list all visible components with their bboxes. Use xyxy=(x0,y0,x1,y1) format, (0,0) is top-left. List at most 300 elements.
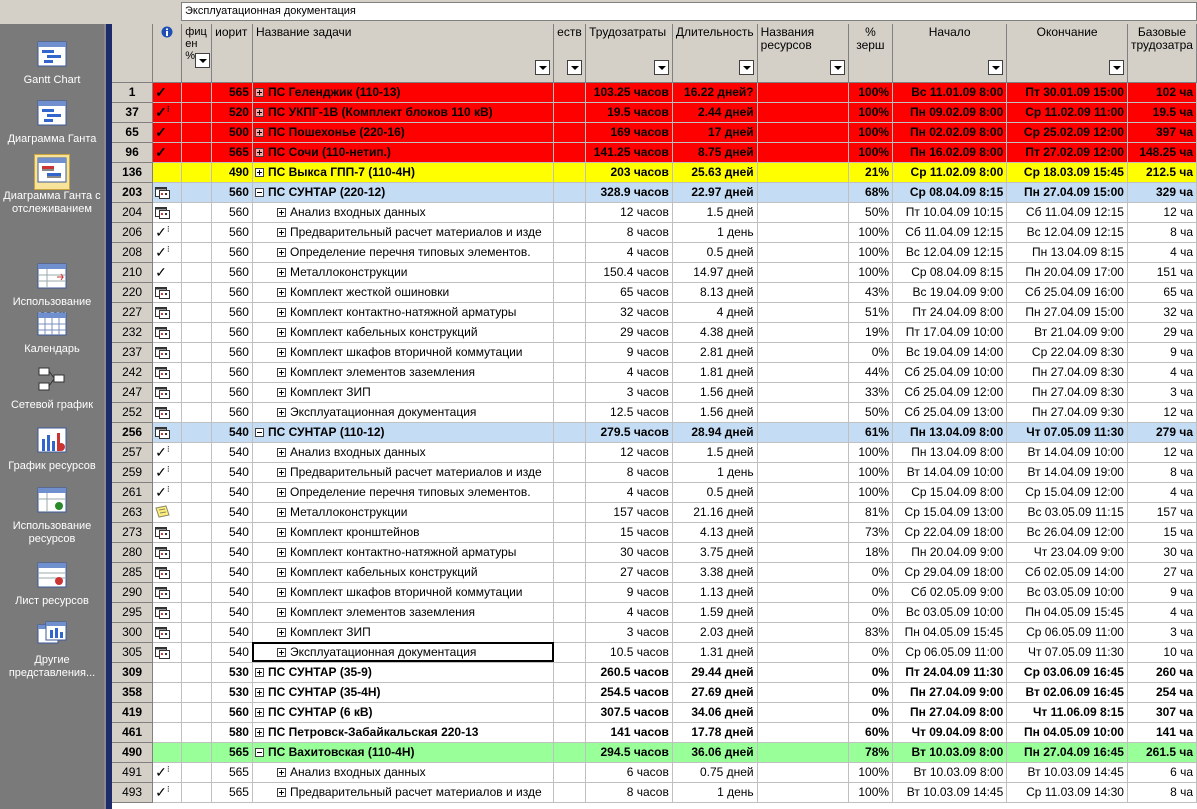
duration-cell[interactable]: 1.13 дней xyxy=(672,582,757,602)
start-cell[interactable]: Пн 13.04.09 8:00 xyxy=(893,442,1007,462)
duration-cell[interactable]: 0.5 дней xyxy=(672,482,757,502)
row-id[interactable]: 65 xyxy=(112,122,153,142)
row-id[interactable]: 259 xyxy=(112,462,153,482)
work-cell[interactable]: 27 часов xyxy=(586,562,673,582)
expand-icon[interactable] xyxy=(277,288,286,297)
expand-icon[interactable] xyxy=(255,88,264,97)
expand-icon[interactable] xyxy=(255,728,264,737)
finish-cell[interactable]: Ср 25.02.09 12:00 xyxy=(1007,122,1128,142)
work-cell[interactable]: 65 часов xyxy=(586,282,673,302)
task-row[interactable] xyxy=(112,202,1197,222)
finish-cell[interactable]: Вт 02.06.09 16:45 xyxy=(1007,682,1128,702)
percent-cell[interactable]: 81% xyxy=(848,502,892,522)
row-id[interactable]: 227 xyxy=(112,302,153,322)
task-row[interactable] xyxy=(112,402,1197,422)
start-cell[interactable]: Пн 13.04.09 8:00 xyxy=(893,422,1007,442)
finish-cell[interactable]: Ср 11.03.09 14:30 xyxy=(1007,782,1128,802)
column-header-name[interactable]: Название задачи xyxy=(252,24,553,82)
duration-cell[interactable]: 2.44 дней xyxy=(672,102,757,122)
start-cell[interactable]: Ср 29.04.09 18:00 xyxy=(893,562,1007,582)
resources-cell[interactable] xyxy=(757,122,848,142)
row-id[interactable]: 220 xyxy=(112,282,153,302)
view-item[interactable] xyxy=(0,618,104,680)
column-dropdown-icon[interactable] xyxy=(567,60,582,75)
percent-cell[interactable]: 43% xyxy=(848,282,892,302)
start-cell[interactable]: Ср 06.05.09 11:00 xyxy=(893,642,1007,662)
task-row[interactable] xyxy=(112,362,1197,382)
task-row[interactable] xyxy=(112,702,1197,722)
task-name-cell[interactable] xyxy=(252,342,553,362)
task-name-cell[interactable] xyxy=(252,482,553,502)
resources-cell[interactable] xyxy=(757,562,848,582)
row-id[interactable]: 203 xyxy=(112,182,153,202)
duration-cell[interactable]: 4 дней xyxy=(672,302,757,322)
task-name-cell[interactable] xyxy=(252,242,553,262)
percent-cell[interactable]: 0% xyxy=(848,342,892,362)
resources-cell[interactable] xyxy=(757,302,848,322)
column-dropdown-icon[interactable] xyxy=(1109,60,1124,75)
baseline-work-cell[interactable]: 260 ча xyxy=(1127,662,1196,682)
task-name-cell[interactable] xyxy=(252,102,553,122)
work-cell[interactable]: 10.5 часов xyxy=(586,642,673,662)
resources-cell[interactable] xyxy=(757,462,848,482)
finish-cell[interactable]: Пн 20.04.09 17:00 xyxy=(1007,262,1128,282)
finish-cell[interactable]: Вс 26.04.09 12:00 xyxy=(1007,522,1128,542)
finish-cell[interactable]: Вс 12.04.09 12:15 xyxy=(1007,222,1128,242)
view-item[interactable] xyxy=(0,38,104,87)
duration-cell[interactable]: 34.06 дней xyxy=(672,702,757,722)
work-cell[interactable]: 8 часов xyxy=(586,782,673,802)
row-id[interactable]: 300 xyxy=(112,622,153,642)
work-cell[interactable]: 12 часов xyxy=(586,202,673,222)
percent-cell[interactable]: 100% xyxy=(848,142,892,162)
start-cell[interactable]: Ср 11.02.09 8:00 xyxy=(893,162,1007,182)
row-id[interactable]: 257 xyxy=(112,442,153,462)
expand-icon[interactable] xyxy=(255,688,264,697)
collapse-icon[interactable] xyxy=(255,428,264,437)
expand-icon[interactable] xyxy=(255,108,264,117)
start-cell[interactable]: Вт 10.03.09 14:45 xyxy=(893,782,1007,802)
expand-icon[interactable] xyxy=(277,408,286,417)
work-cell[interactable]: 6 часов xyxy=(586,762,673,782)
task-name-cell[interactable] xyxy=(252,402,553,422)
baseline-work-cell[interactable]: 151 ча xyxy=(1127,262,1196,282)
duration-cell[interactable]: 25.63 дней xyxy=(672,162,757,182)
expand-icon[interactable] xyxy=(277,348,286,357)
finish-cell[interactable]: Ср 18.03.09 15:45 xyxy=(1007,162,1128,182)
start-cell[interactable]: Вт 14.04.09 10:00 xyxy=(893,462,1007,482)
expand-icon[interactable] xyxy=(277,768,286,777)
baseline-work-cell[interactable]: 8 ча xyxy=(1127,782,1196,802)
task-row[interactable] xyxy=(112,782,1197,802)
row-id[interactable]: 491 xyxy=(112,762,153,782)
column-header-finish[interactable]: Окончание xyxy=(1007,24,1128,82)
baseline-work-cell[interactable]: 29 ча xyxy=(1127,322,1196,342)
duration-cell[interactable]: 8.75 дней xyxy=(672,142,757,162)
row-id[interactable]: 96 xyxy=(112,142,153,162)
finish-cell[interactable]: Ср 15.04.09 12:00 xyxy=(1007,482,1128,502)
finish-cell[interactable]: Ср 03.06.09 16:45 xyxy=(1007,662,1128,682)
view-item[interactable] xyxy=(0,154,104,216)
task-row[interactable] xyxy=(112,262,1197,282)
percent-cell[interactable]: 19% xyxy=(848,322,892,342)
column-dropdown-icon[interactable] xyxy=(535,60,550,75)
start-cell[interactable]: Пт 10.04.09 10:15 xyxy=(893,202,1007,222)
finish-cell[interactable]: Пн 27.04.09 8:30 xyxy=(1007,362,1128,382)
resources-cell[interactable] xyxy=(757,442,848,462)
finish-cell[interactable]: Пн 27.04.09 16:45 xyxy=(1007,742,1128,762)
percent-cell[interactable]: 100% xyxy=(848,82,892,102)
task-name-cell[interactable] xyxy=(252,262,553,282)
baseline-work-cell[interactable]: 12 ча xyxy=(1127,202,1196,222)
percent-cell[interactable]: 0% xyxy=(848,662,892,682)
percent-cell[interactable]: 100% xyxy=(848,762,892,782)
column-dropdown-icon[interactable] xyxy=(988,60,1003,75)
baseline-work-cell[interactable]: 19.5 ча xyxy=(1127,102,1196,122)
task-row[interactable] xyxy=(112,322,1197,342)
work-cell[interactable]: 8 часов xyxy=(586,462,673,482)
work-cell[interactable]: 141 часов xyxy=(586,722,673,742)
baseline-work-cell[interactable]: 212.5 ча xyxy=(1127,162,1196,182)
duration-cell[interactable]: 1 день xyxy=(672,782,757,802)
task-row[interactable] xyxy=(112,722,1197,742)
resources-cell[interactable] xyxy=(757,242,848,262)
finish-cell[interactable]: Пн 04.05.09 10:00 xyxy=(1007,722,1128,742)
task-name-cell[interactable] xyxy=(252,762,553,782)
expand-icon[interactable] xyxy=(255,708,264,717)
percent-cell[interactable]: 0% xyxy=(848,702,892,722)
task-row[interactable] xyxy=(112,762,1197,782)
row-id[interactable]: 252 xyxy=(112,402,153,422)
task-row[interactable] xyxy=(112,442,1197,462)
resources-cell[interactable] xyxy=(757,342,848,362)
percent-cell[interactable]: 51% xyxy=(848,302,892,322)
baseline-work-cell[interactable]: 141 ча xyxy=(1127,722,1196,742)
task-row[interactable] xyxy=(112,482,1197,502)
row-id[interactable]: 247 xyxy=(112,382,153,402)
view-item[interactable] xyxy=(0,363,104,412)
start-cell[interactable]: Ср 15.04.09 13:00 xyxy=(893,502,1007,522)
task-name-cell[interactable] xyxy=(252,502,553,522)
row-id[interactable]: 295 xyxy=(112,602,153,622)
work-cell[interactable]: 150.4 часов xyxy=(586,262,673,282)
row-id[interactable]: 358 xyxy=(112,682,153,702)
finish-cell[interactable]: Пн 27.04.09 15:00 xyxy=(1007,302,1128,322)
baseline-work-cell[interactable]: 15 ча xyxy=(1127,522,1196,542)
finish-cell[interactable]: Пн 27.04.09 8:30 xyxy=(1007,382,1128,402)
resources-cell[interactable] xyxy=(757,182,848,202)
work-cell[interactable]: 4 часов xyxy=(586,602,673,622)
work-cell[interactable]: 141.25 часов xyxy=(586,142,673,162)
percent-cell[interactable]: 83% xyxy=(848,622,892,642)
resources-cell[interactable] xyxy=(757,542,848,562)
finish-cell[interactable]: Чт 07.05.09 11:30 xyxy=(1007,422,1128,442)
view-item[interactable] xyxy=(0,97,104,146)
percent-cell[interactable]: 68% xyxy=(848,182,892,202)
start-cell[interactable]: Сб 25.04.09 13:00 xyxy=(893,402,1007,422)
percent-cell[interactable]: 100% xyxy=(848,122,892,142)
work-cell[interactable]: 203 часов xyxy=(586,162,673,182)
percent-cell[interactable]: 0% xyxy=(848,582,892,602)
expand-icon[interactable] xyxy=(277,328,286,337)
duration-cell[interactable]: 27.69 дней xyxy=(672,682,757,702)
expand-icon[interactable] xyxy=(255,168,264,177)
work-cell[interactable]: 4 часов xyxy=(586,362,673,382)
row-id[interactable]: 261 xyxy=(112,482,153,502)
finish-cell[interactable]: Чт 11.06.09 8:15 xyxy=(1007,702,1128,722)
expand-icon[interactable] xyxy=(277,548,286,557)
duration-cell[interactable]: 36.06 дней xyxy=(672,742,757,762)
duration-cell[interactable]: 1.56 дней xyxy=(672,402,757,422)
expand-icon[interactable] xyxy=(277,248,286,257)
task-name-cell[interactable] xyxy=(252,162,553,182)
start-cell[interactable]: Вс 19.04.09 9:00 xyxy=(893,282,1007,302)
column-dropdown-icon[interactable] xyxy=(195,53,210,68)
task-row[interactable] xyxy=(112,462,1197,482)
task-name-cell[interactable] xyxy=(252,362,553,382)
task-name-cell[interactable] xyxy=(252,682,553,702)
baseline-work-cell[interactable]: 329 ча xyxy=(1127,182,1196,202)
baseline-work-cell[interactable]: 4 ча xyxy=(1127,242,1196,262)
row-id[interactable]: 419 xyxy=(112,702,153,722)
column-header-fix[interactable]: фиц ен % xyxy=(182,24,212,82)
task-name-cell[interactable] xyxy=(252,82,553,102)
baseline-work-cell[interactable]: 3 ча xyxy=(1127,622,1196,642)
start-cell[interactable]: Вс 19.04.09 14:00 xyxy=(893,342,1007,362)
task-row[interactable] xyxy=(112,242,1197,262)
percent-cell[interactable]: 100% xyxy=(848,462,892,482)
baseline-work-cell[interactable]: 4 ча xyxy=(1127,482,1196,502)
duration-cell[interactable]: 8.13 дней xyxy=(672,282,757,302)
baseline-work-cell[interactable]: 279 ча xyxy=(1127,422,1196,442)
row-id[interactable]: 273 xyxy=(112,522,153,542)
start-cell[interactable]: Пн 20.04.09 9:00 xyxy=(893,542,1007,562)
finish-cell[interactable]: Ср 22.04.09 8:30 xyxy=(1007,342,1128,362)
duration-cell[interactable]: 29.44 дней xyxy=(672,662,757,682)
expand-icon[interactable] xyxy=(277,228,286,237)
work-cell[interactable]: 103.25 часов xyxy=(586,82,673,102)
resources-cell[interactable] xyxy=(757,782,848,802)
row-id[interactable]: 280 xyxy=(112,542,153,562)
resources-cell[interactable] xyxy=(757,402,848,422)
finish-cell[interactable]: Ср 06.05.09 11:00 xyxy=(1007,622,1128,642)
row-id[interactable]: 285 xyxy=(112,562,153,582)
expand-icon[interactable] xyxy=(277,588,286,597)
expand-icon[interactable] xyxy=(277,388,286,397)
work-cell[interactable]: 157 часов xyxy=(586,502,673,522)
task-row[interactable] xyxy=(112,522,1197,542)
work-cell[interactable]: 307.5 часов xyxy=(586,702,673,722)
expand-icon[interactable] xyxy=(277,788,286,797)
baseline-work-cell[interactable]: 157 ча xyxy=(1127,502,1196,522)
row-id[interactable]: 237 xyxy=(112,342,153,362)
percent-cell[interactable]: 0% xyxy=(848,562,892,582)
expand-icon[interactable] xyxy=(277,448,286,457)
resources-cell[interactable] xyxy=(757,642,848,662)
expand-icon[interactable] xyxy=(255,128,264,137)
expand-icon[interactable] xyxy=(277,488,286,497)
baseline-work-cell[interactable]: 102 ча xyxy=(1127,82,1196,102)
column-header-resources[interactable]: Названия ресурсов xyxy=(757,24,848,82)
resources-cell[interactable] xyxy=(757,622,848,642)
work-cell[interactable]: 32 часов xyxy=(586,302,673,322)
resources-cell[interactable] xyxy=(757,602,848,622)
work-cell[interactable]: 169 часов xyxy=(586,122,673,142)
expand-icon[interactable] xyxy=(277,568,286,577)
work-cell[interactable]: 12.5 часов xyxy=(586,402,673,422)
task-row[interactable] xyxy=(112,622,1197,642)
finish-cell[interactable]: Чт 23.04.09 9:00 xyxy=(1007,542,1128,562)
work-cell[interactable]: 294.5 часов xyxy=(586,742,673,762)
start-cell[interactable]: Пт 24.04.09 11:30 xyxy=(893,662,1007,682)
task-name-cell[interactable] xyxy=(252,602,553,622)
expand-icon[interactable] xyxy=(255,668,264,677)
percent-cell[interactable]: 0% xyxy=(848,642,892,662)
task-name-cell[interactable] xyxy=(252,282,553,302)
task-row[interactable] xyxy=(112,422,1197,442)
collapse-icon[interactable] xyxy=(255,748,264,757)
view-item[interactable] xyxy=(0,424,104,473)
baseline-work-cell[interactable]: 3 ча xyxy=(1127,382,1196,402)
row-id[interactable]: 305 xyxy=(112,642,153,662)
work-cell[interactable]: 8 часов xyxy=(586,222,673,242)
percent-cell[interactable]: 0% xyxy=(848,602,892,622)
percent-cell[interactable]: 0% xyxy=(848,682,892,702)
row-id[interactable]: 232 xyxy=(112,322,153,342)
duration-cell[interactable]: 1.56 дней xyxy=(672,382,757,402)
finish-cell[interactable]: Сб 25.04.09 16:00 xyxy=(1007,282,1128,302)
expand-icon[interactable] xyxy=(277,308,286,317)
baseline-work-cell[interactable]: 6 ча xyxy=(1127,762,1196,782)
collapse-icon[interactable] xyxy=(255,188,264,197)
task-row[interactable] xyxy=(112,162,1197,182)
finish-cell[interactable]: Ср 11.02.09 11:00 xyxy=(1007,102,1128,122)
duration-cell[interactable]: 0.5 дней xyxy=(672,242,757,262)
baseline-work-cell[interactable]: 9 ча xyxy=(1127,342,1196,362)
task-row[interactable] xyxy=(112,582,1197,602)
start-cell[interactable]: Пн 02.02.09 8:00 xyxy=(893,122,1007,142)
percent-cell[interactable]: 33% xyxy=(848,382,892,402)
resources-cell[interactable] xyxy=(757,282,848,302)
work-cell[interactable]: 12 часов xyxy=(586,442,673,462)
row-id[interactable]: 1 xyxy=(112,82,153,102)
expand-icon[interactable] xyxy=(277,628,286,637)
baseline-work-cell[interactable]: 27 ча xyxy=(1127,562,1196,582)
duration-cell[interactable]: 16.22 дней? xyxy=(672,82,757,102)
resources-cell[interactable] xyxy=(757,742,848,762)
duration-cell[interactable]: 1.81 дней xyxy=(672,362,757,382)
resources-cell[interactable] xyxy=(757,382,848,402)
task-row[interactable] xyxy=(112,282,1197,302)
duration-cell[interactable]: 3.75 дней xyxy=(672,542,757,562)
column-header-work[interactable]: Трудозатраты xyxy=(586,24,673,82)
start-cell[interactable]: Вс 03.05.09 10:00 xyxy=(893,602,1007,622)
row-id[interactable]: 256 xyxy=(112,422,153,442)
task-row[interactable] xyxy=(112,742,1197,762)
task-row[interactable] xyxy=(112,382,1197,402)
row-id[interactable]: 490 xyxy=(112,742,153,762)
baseline-work-cell[interactable]: 307 ча xyxy=(1127,702,1196,722)
task-name-cell[interactable] xyxy=(252,582,553,602)
task-name-cell[interactable] xyxy=(252,322,553,342)
duration-cell[interactable]: 1.31 дней xyxy=(672,642,757,662)
baseline-work-cell[interactable]: 32 ча xyxy=(1127,302,1196,322)
expand-icon[interactable] xyxy=(277,208,286,217)
finish-cell[interactable]: Вс 03.05.09 10:00 xyxy=(1007,582,1128,602)
finish-cell[interactable]: Пн 27.04.09 9:30 xyxy=(1007,402,1128,422)
duration-cell[interactable]: 1 день xyxy=(672,222,757,242)
task-row[interactable] xyxy=(112,122,1197,142)
duration-cell[interactable]: 1.5 дней xyxy=(672,202,757,222)
start-cell[interactable]: Пт 24.04.09 8:00 xyxy=(893,302,1007,322)
start-cell[interactable]: Ср 08.04.09 8:15 xyxy=(893,182,1007,202)
row-id[interactable]: 461 xyxy=(112,722,153,742)
resources-cell[interactable] xyxy=(757,162,848,182)
row-id[interactable]: 290 xyxy=(112,582,153,602)
row-id[interactable]: 493 xyxy=(112,782,153,802)
column-header-baseline-work[interactable]: Базовые трудозатра xyxy=(1127,24,1196,82)
column-header-stv[interactable]: еств xyxy=(554,24,586,82)
baseline-work-cell[interactable]: 8 ча xyxy=(1127,222,1196,242)
baseline-work-cell[interactable]: 12 ча xyxy=(1127,442,1196,462)
column-dropdown-icon[interactable] xyxy=(830,60,845,75)
task-name-cell[interactable] xyxy=(252,782,553,802)
row-id[interactable]: 309 xyxy=(112,662,153,682)
expand-icon[interactable] xyxy=(277,268,286,277)
percent-cell[interactable]: 44% xyxy=(848,362,892,382)
row-id[interactable]: 204 xyxy=(112,202,153,222)
start-cell[interactable]: Вт 10.03.09 8:00 xyxy=(893,742,1007,762)
work-cell[interactable]: 4 часов xyxy=(586,482,673,502)
start-cell[interactable]: Вс 11.01.09 8:00 xyxy=(893,82,1007,102)
row-id[interactable]: 208 xyxy=(112,242,153,262)
task-row[interactable] xyxy=(112,82,1197,102)
entry-field[interactable]: Эксплуатационная документация xyxy=(181,2,1197,21)
start-cell[interactable]: Ср 22.04.09 18:00 xyxy=(893,522,1007,542)
column-dropdown-icon[interactable] xyxy=(739,60,754,75)
resources-cell[interactable] xyxy=(757,322,848,342)
resources-cell[interactable] xyxy=(757,422,848,442)
view-item[interactable] xyxy=(0,559,104,608)
task-name-cell[interactable] xyxy=(252,542,553,562)
task-name-cell[interactable] xyxy=(252,622,553,642)
duration-cell[interactable]: 4.38 дней xyxy=(672,322,757,342)
finish-cell[interactable]: Пт 30.01.09 15:00 xyxy=(1007,82,1128,102)
work-cell[interactable]: 30 часов xyxy=(586,542,673,562)
task-name-cell[interactable] xyxy=(252,142,553,162)
finish-cell[interactable]: Вт 14.04.09 10:00 xyxy=(1007,442,1128,462)
start-cell[interactable]: Вс 12.04.09 12:15 xyxy=(893,242,1007,262)
finish-cell[interactable]: Вт 10.03.09 14:45 xyxy=(1007,762,1128,782)
start-cell[interactable]: Пн 27.04.09 9:00 xyxy=(893,682,1007,702)
resources-cell[interactable] xyxy=(757,662,848,682)
duration-cell[interactable]: 1.5 дней xyxy=(672,442,757,462)
task-name-cell[interactable] xyxy=(252,202,553,222)
percent-cell[interactable]: 100% xyxy=(848,262,892,282)
task-name-cell[interactable] xyxy=(252,302,553,322)
work-cell[interactable]: 279.5 часов xyxy=(586,422,673,442)
baseline-work-cell[interactable]: 397 ча xyxy=(1127,122,1196,142)
resources-cell[interactable] xyxy=(757,702,848,722)
resources-cell[interactable] xyxy=(757,262,848,282)
task-name-cell[interactable] xyxy=(252,182,553,202)
start-cell[interactable]: Пт 17.04.09 10:00 xyxy=(893,322,1007,342)
row-id[interactable]: 136 xyxy=(112,162,153,182)
resources-cell[interactable] xyxy=(757,482,848,502)
percent-cell[interactable]: 100% xyxy=(848,242,892,262)
work-cell[interactable]: 9 часов xyxy=(586,342,673,362)
baseline-work-cell[interactable]: 4 ча xyxy=(1127,602,1196,622)
